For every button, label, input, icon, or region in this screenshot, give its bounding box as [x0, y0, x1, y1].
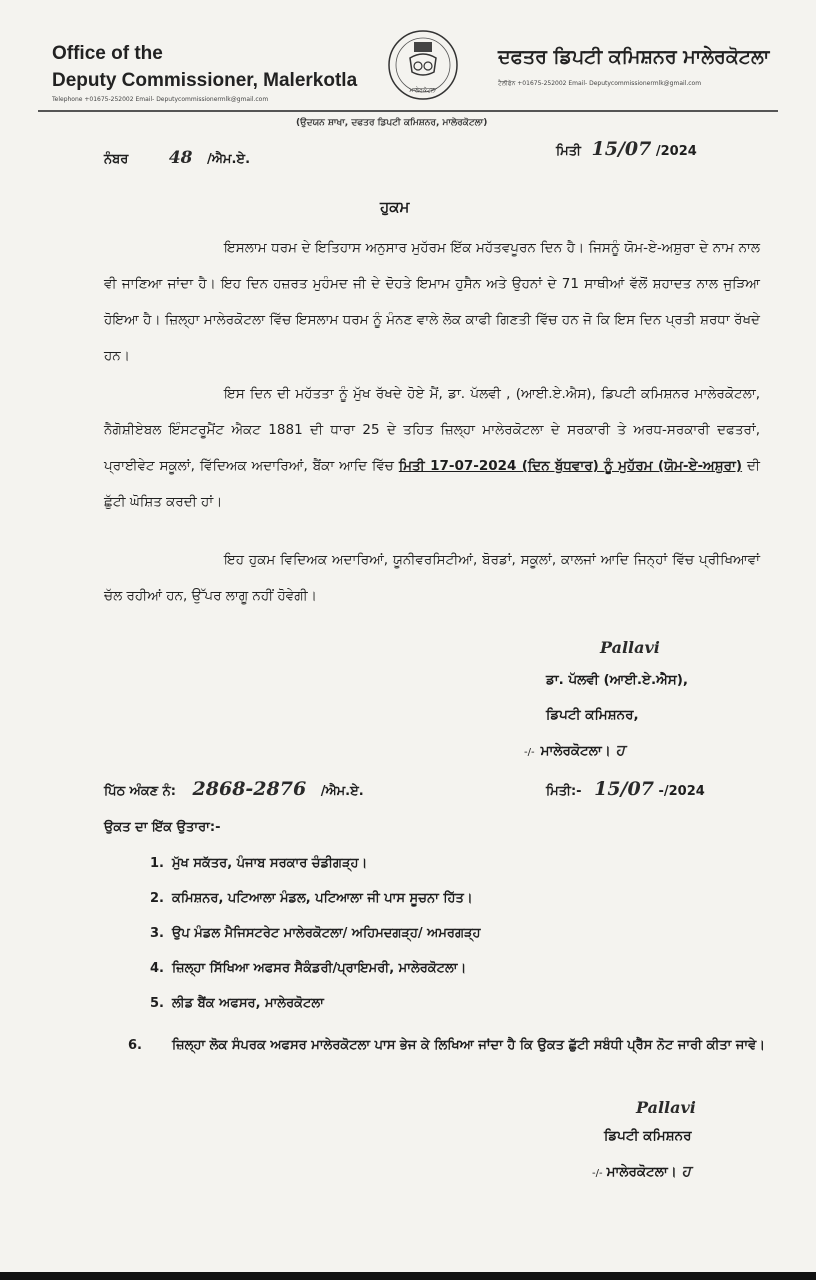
copy-label: ਉਕਤ ਦਾ ਇੱਕ ਉਤਾਰਾ:- [104, 820, 221, 835]
number-value: 48 [168, 148, 193, 168]
recipient-item: 6. ਜ਼ਿਲ੍ਹਾ ਲੋਕ ਸੰਪਰਕ ਅਫਸਰ ਮਾਲੇਰਕੋਟਲਾ ਪਾਸ ਭੇਜ ਕੇ ਲਿਖਿਆ ਜਾਂਦਾ ਹੈ ਕਿ ਉਕਤ ਛੁੱਟੀ ਸਬੰਧੀ ਪ੍ਰੈੱਸ ਨੋਟ ਜਾਰੀ ਕੀਤਾ ਜਾਵੇ। [128, 1038, 766, 1053]
seal-caption: ਮਾਲੇਰਕੋਟਲਾ [409, 87, 437, 94]
recipient-item: 3. ਉਪ ਮੰਡਲ ਮੈਜਿਸਟਰੇਟ ਮਾਲੇਰਕੋਟਲਾ/ ਅਹਿਮਦਗੜ੍ਹ/ ਅਮਰਗੜ੍ਹ [150, 926, 481, 941]
recipient-item: 4. ਜ਼ਿਲ੍ਹਾ ਸਿੱਖਿਆ ਅਫਸਰ ਸੈਕੰਡਰੀ/ਪ੍ਰਾਇਮਰੀ, ਮਾਲੇਰਕੋਟਲਾ। [150, 961, 467, 976]
endorsement-date-year: -/2024 [658, 784, 705, 799]
order-number [104, 148, 250, 168]
government-seal-icon [386, 28, 460, 102]
signatory-2-place-text: ਮਾਲੇਰਕੋਟਲਾ। [606, 1164, 677, 1180]
date-label: ਮਿਤੀ [556, 144, 581, 159]
recipient-item: 5. ਲੀਡ ਬੈਂਕ ਅਫਸਰ, ਮਾਲੇਰਕੋਟਲਾ [150, 996, 324, 1011]
number-label: ਨੰਬਰ [104, 152, 129, 167]
paragraph-3: ਇਹ ਹੁਕਮ ਵਿਦਿਅਕ ਅਦਾਰਿਆਂ, ਯੂਨੀਵਰਸਿਟੀਆਂ, ਬੋਰਡਾਂ, ਸਕੂਲਾਂ, ਕਾਲਜਾਂ ਆਦਿ ਜਿਨ੍ਹਾਂ ਵਿੱਚ ਪ੍ਰੀਖਿਆਵਾਂ ਚੱਲ ਰਹੀਆਂ ਹਨ, ਉੱਪਰ ਲਾਗੂ ਨਹੀਂ ਹੋਵੇਗੀ। [104, 552, 760, 604]
endorsement-number [104, 778, 364, 800]
paragraph-2 [104, 376, 760, 520]
header-english [52, 40, 357, 103]
contact-english: Telephone +01675-252002 Email- Deputycommissionermlk@gmail.com [52, 96, 269, 103]
order-date [556, 138, 697, 160]
recipient-item: 1. ਮੁੱਖ ਸਕੱਤਰ, ਪੰਜਾਬ ਸਰਕਾਰ ਚੰਡੀਗੜ੍ਹ। [150, 856, 368, 871]
branch-line: (ਉਦਯਨ ਸ਼ਾਖਾ, ਦਫਤਰ ਡਿਪਟੀ ਕਮਿਸ਼ਨਰ, ਮਾਲੇਰਕੋਟਲਾ) [296, 118, 488, 128]
signature-1-scribble [600, 638, 660, 657]
endorsement-number-hand: 2868-2876 [192, 778, 307, 800]
signatory-2-mark: ਹ [681, 1162, 691, 1180]
signature-2-sign: Pallavi [636, 1098, 696, 1117]
signatory-name: ਡਾ. ਪੱਲਵੀ (ਆਈ.ਏ.ਐਸ), [546, 672, 688, 688]
signatory-designation: ਡਿਪਟੀ ਕਮਿਸ਼ਨਰ, [546, 707, 639, 723]
office-title-line2: Deputy Commissioner, Malerkotla [52, 70, 358, 91]
date-handwritten: 15/07 [591, 138, 652, 160]
signatory-2-designation: ਡਿਪਟੀ ਕਮਿਸ਼ਨਰ [604, 1128, 692, 1144]
endorsement-date-label: ਮਿਤੀ:- [546, 784, 582, 799]
endorsement-date [546, 778, 705, 800]
signatory-mark: ਹ [615, 741, 625, 759]
recipient-item: 2. ਕਮਿਸ਼ਨਰ, ਪਟਿਆਲਾ ਮੰਡਲ, ਪਟਿਆਲਾ ਜੀ ਪਾਸ ਸੂਚਨਾ ਹਿੱਤ। [150, 891, 473, 906]
signature-1-sign: Pallavi [600, 638, 660, 657]
holiday-date-underlined: ਮਿਤੀ 17-07-2024 (ਦਿਨ ਬੁੱਧਵਾਰ) ਨੂੰ ਮੁਹੱਰਮ (ਯੋਮ-ਏ-ਅਸ਼ੁਰਾ) [398, 458, 743, 474]
signatory-2-place: -/- ਮਾਲੇਰਕੋਟਲਾ। ਹ [592, 1162, 691, 1180]
signature-2-scribble [636, 1098, 696, 1117]
number-suffix: /ਐਮ.ਏ. [207, 152, 251, 167]
office-title-punjabi: ਦਫਤਰ ਡਿਪਟੀ ਕਮਿਸ਼ਨਰ ਮਾਲੇਰਕੋਟਲਾ [498, 46, 770, 68]
signatory-place: -/- ਮਾਲੇਰਕੋਟਲਾ। ਹ [524, 741, 625, 759]
signatory-place-text: ਮਾਲੇਰਕੋਟਲਾ। [540, 743, 611, 759]
header-punjabi [498, 46, 808, 88]
date-year: /2024 [655, 144, 697, 159]
bottom-edge [0, 1272, 816, 1280]
endorsement-date-hand: 15/07 [594, 778, 654, 800]
office-title-line1: Office of the [52, 43, 163, 64]
endorsement-label: ਪਿੱਠ ਅੰਕਣ ਨੰ: [104, 784, 176, 799]
paragraph-2-text: ਇਸ ਦਿਨ ਦੀ ਮਹੱਤਤਾ ਨੂੰ ਮੁੱਖ ਰੱਖਦੇ ਹੋਏ ਮੈਂ, ਡਾ. ਪੱਲਵੀ , (ਆਈ.ਏ.ਐਸ), ਡਿਪਟੀ ਕਮਿਸ਼ਨਰ ਮਾਲੇਰਕੋਟਲਾ, ਨੈਗੋਸ਼ੀਏਬਲ ਇੰਸਟਰੂਮੈਂਟ ਐਕਟ 1881 ਦੀ ਧਾਰਾ 25 ਦੇ ਤਹਿਤ ਜ਼ਿਲ੍ਹਾ ਮਾਲੇਰਕੋਟਲਾ ਦੇ ਸਰਕਾਰੀ ਤੇ ਅਰਧ-ਸਰਕਾਰੀ ਦਫਤਰਾਂ, ਪ੍ਰਾਈਵੇਟ ਸਕੂਲਾਂ, ਵਿੱਦਿਅਕ ਅਦਾਰਿਆਂ, ਬੈਂਕਾ ਆਦਿ ਵਿੱਚ [104, 386, 760, 474]
header-divider [38, 110, 778, 112]
endorsement-suffix: /ਐਮ.ਏ. [320, 784, 364, 799]
paragraph-2-end: ਦੀ ਛੁੱਟੀ ਘੋਸ਼ਿਤ ਕਰਦੀ ਹਾਂ। [104, 458, 760, 510]
contact-punjabi: ਟੈਲੀਫੋਨ +01675-252002 Email- Deputycommissionermlk@gmail.com [498, 80, 702, 87]
order-title: ਹੁਕਮ [380, 198, 410, 216]
paragraph-1: ਇਸਲਾਮ ਧਰਮ ਦੇ ਇਤਿਹਾਸ ਅਨੁਸਾਰ ਮੁਹੱਰਮ ਇੱਕ ਮਹੱਤਵਪੂਰਨ ਦਿਨ ਹੈ। ਜਿਸਨੂੰ ਯੋਮ-ਏ-ਅਸ਼ੁਰਾ ਦੇ ਨਾਮ ਨਾਲ ਵੀ ਜਾਣਿਆ ਜਾਂਦਾ ਹੈ। ਇਹ ਦਿਨ ਹਜ਼ਰਤ ਮੁਹੰਮਦ ਜੀ ਦੇ ਦੋਹਤੇ ਇਮਾਮ ਹੁਸੈਨ ਅਤੇ ਉਹਨਾਂ ਦੇ 71 ਸਾਥੀਆਂ ਵੱਲੋਂ ਸ਼ਹਾਦਤ ਨਾਲ ਜੁੜਿਆ ਹੋਇਆ ਹੈ। ਜ਼ਿਲ੍ਹਾ ਮਾਲੇਰਕੋਟਲਾ ਵਿੱਚ ਇਸਲਾਮ ਧਰਮ ਨੂੰ ਮੰਨਣ ਵਾਲੇ ਲੋਕ ਕਾਫੀ ਗਿਣਤੀ ਵਿੱਚ ਹਨ ਜੋ ਕਿ ਇਸ ਦਿਨ ਪ੍ਰਤੀ ਸ਼ਰਧਾ ਰੱਖਦੇ ਹਨ। [104, 240, 760, 364]
